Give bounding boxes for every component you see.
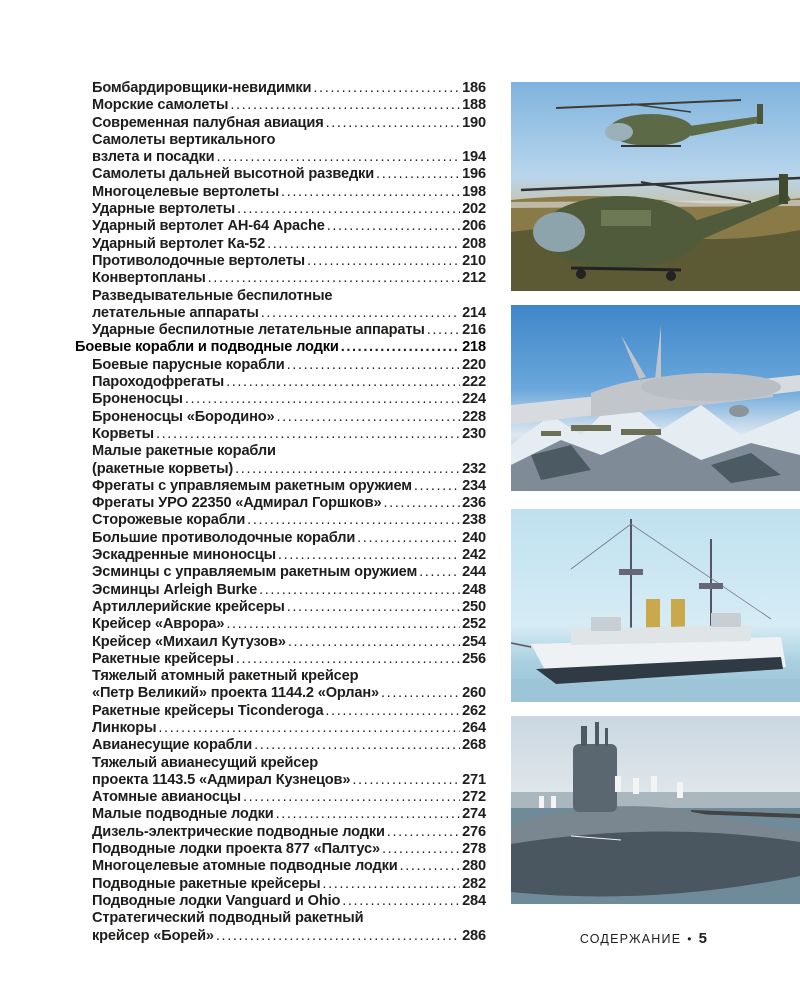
toc-entry xyxy=(75,322,486,339)
dot-leader xyxy=(276,806,461,823)
toc-entry-page: 250 xyxy=(462,598,486,615)
toc-entry-title: Морские самолеты xyxy=(92,97,229,114)
toc-entry-title: Броненосцы «Бородино» xyxy=(92,408,275,425)
toc-entry-page: 220 xyxy=(462,356,486,373)
dot-leader xyxy=(216,149,460,166)
toc-entry-page: 284 xyxy=(462,892,486,909)
toc-entry-title: Самолеты дальней высотной разведки xyxy=(92,166,375,183)
toc-entry-title: «Петр Великий» проекта 1144.2 «Орлан» xyxy=(92,685,380,702)
dot-leader xyxy=(226,616,460,633)
dot-leader xyxy=(278,547,460,564)
page-number: 5 xyxy=(698,930,707,947)
toc-entry xyxy=(75,80,486,97)
toc-entry-title: Ударные вертолеты xyxy=(92,201,236,218)
dot-leader xyxy=(381,685,460,702)
dot-leader xyxy=(226,374,460,391)
toc-entry-page: 240 xyxy=(462,529,486,546)
dot-leader xyxy=(261,305,460,322)
toc-entry xyxy=(75,910,486,927)
dot-leader xyxy=(342,893,460,910)
dot-leader xyxy=(243,789,460,806)
toc-entry-title: крейсер «Борей» xyxy=(92,927,214,944)
dot-leader xyxy=(325,703,460,720)
toc-entry xyxy=(75,132,486,149)
dot-leader xyxy=(322,876,460,893)
toc-entry xyxy=(75,876,486,893)
dot-leader xyxy=(376,166,460,183)
dot-leader xyxy=(281,184,460,201)
toc-entry xyxy=(75,530,486,547)
toc-entry-page: 186 xyxy=(462,80,486,96)
toc-entry xyxy=(75,928,486,945)
toc-entry xyxy=(75,599,486,616)
dot-leader xyxy=(400,858,461,875)
toc-entry xyxy=(75,668,486,685)
footer-section-label: СОДЕРЖАНИЕ xyxy=(579,931,682,946)
toc-entry-title: Линкоры xyxy=(92,719,157,736)
toc-entry xyxy=(75,893,486,910)
toc-entry-page: 278 xyxy=(462,841,486,858)
page-footer xyxy=(580,930,707,947)
toc-entry xyxy=(75,789,486,806)
toc-entry xyxy=(75,391,486,408)
dot-leader xyxy=(387,824,460,841)
toc-entry-title: Боевые корабли и подводные лодки xyxy=(75,339,339,356)
toc-entry xyxy=(75,616,486,633)
toc-entry-page: 274 xyxy=(462,806,486,823)
toc-entry xyxy=(75,184,486,201)
toc-entry xyxy=(75,564,486,581)
toc-entry xyxy=(75,737,486,754)
toc-entry-title: Многоцелевые вертолеты xyxy=(92,183,280,200)
toc-entry xyxy=(75,236,486,253)
toc-entry-page: 262 xyxy=(462,702,486,719)
toc-entry-title: Эсминцы с управляемым ракетным оружием xyxy=(92,564,418,581)
submarine-photo xyxy=(511,716,800,904)
toc-entry-title: взлета и посадки xyxy=(92,149,215,166)
toc-entry xyxy=(75,772,486,789)
toc-entry-page: 260 xyxy=(462,685,486,702)
dot-leader xyxy=(208,270,460,287)
toc-entry xyxy=(75,443,486,460)
toc-entry-title: Многоцелевые атомные подводные лодки xyxy=(92,858,398,875)
toc-entry-title: Ракетные крейсеры xyxy=(92,650,234,667)
toc-entry-page: 194 xyxy=(462,149,486,166)
toc-entry-title: Атомные авианосцы xyxy=(92,789,241,806)
toc-entry-title: Крейсер «Михаил Кутузов» xyxy=(92,633,286,650)
toc-entry xyxy=(75,357,486,374)
toc-entry-title: Фрегаты с управляемым ракетным оружием xyxy=(92,477,412,494)
toc-entry-title: Самолеты вертикального xyxy=(92,131,276,148)
toc-entry-title: Боевые парусные корабли xyxy=(92,356,285,373)
dot-leader xyxy=(236,651,460,668)
toc-entry-title: Конвертопланы xyxy=(92,270,206,287)
submarine-illustration xyxy=(511,716,800,904)
toc-entry xyxy=(75,806,486,823)
toc-entry xyxy=(75,858,486,875)
dot-leader xyxy=(276,409,460,426)
toc-entry xyxy=(75,288,486,305)
dot-leader xyxy=(419,564,460,581)
toc-entry xyxy=(75,149,486,166)
dot-leader xyxy=(414,478,460,495)
toc-entry-title: Броненосцы xyxy=(92,391,183,408)
toc-entry-page: 232 xyxy=(462,460,486,477)
toc-entry-title: Сторожевые корабли xyxy=(92,512,246,529)
toc-entry-title: Эскадренные миноносцы xyxy=(92,547,276,564)
toc-entry-title: Стратегический подводный ракетный xyxy=(92,910,364,927)
toc-entry-page: 254 xyxy=(462,633,486,650)
dot-leader xyxy=(326,115,461,132)
toc-entry-page: 190 xyxy=(462,114,486,131)
toc-entry-page: 282 xyxy=(462,875,486,892)
toc-entry-page: 238 xyxy=(462,512,486,529)
dot-leader xyxy=(313,80,460,97)
toc-entry-page: 256 xyxy=(462,650,486,667)
helicopters-photo xyxy=(511,82,800,291)
toc-entry-title: Разведывательные беспилотные xyxy=(92,287,333,304)
dot-leader xyxy=(185,391,460,408)
toc-entry xyxy=(75,374,486,391)
toc-entry-title: Малые ракетные корабли xyxy=(92,443,276,460)
toc-entry-page: 242 xyxy=(462,547,486,564)
toc-entry xyxy=(75,409,486,426)
toc-entry-page: 214 xyxy=(462,304,486,321)
toc-entry xyxy=(75,426,486,443)
dot-leader xyxy=(327,218,460,235)
toc-entry-title: Подводные лодки проекта 877 «Палтус» xyxy=(92,841,380,858)
toc-entry xyxy=(75,685,486,702)
toc-entry-page: 276 xyxy=(462,823,486,840)
toc-entry-title: Авианесущие корабли xyxy=(92,737,253,754)
battleship-illustration xyxy=(511,509,800,702)
dot-leader xyxy=(235,461,460,478)
toc-entry-page: 234 xyxy=(462,477,486,494)
toc-entry-page: 230 xyxy=(462,425,486,442)
toc-entry-title: Тяжелый атомный ракетный крейсер xyxy=(92,668,359,685)
drone-illustration xyxy=(511,305,800,491)
toc-entry-page: 208 xyxy=(462,235,486,252)
toc-entry-page: 196 xyxy=(462,166,486,183)
toc-entry xyxy=(75,115,486,132)
toc-entry-title: (ракетные корветы) xyxy=(92,460,234,477)
dot-leader xyxy=(216,928,460,945)
toc-entry xyxy=(75,547,486,564)
toc-entry xyxy=(75,97,486,114)
toc-entry-page: 202 xyxy=(462,201,486,218)
toc-entry xyxy=(75,755,486,772)
toc-entry xyxy=(75,218,486,235)
toc-entry-title: Подводные лодки Vanguard и Ohio xyxy=(92,892,341,909)
dot-leader xyxy=(254,737,460,754)
toc-entry-title: Противолодочные вертолеты xyxy=(92,252,305,269)
toc-entry-title: Ракетные крейсеры Ticonderoga xyxy=(92,702,324,719)
dot-leader xyxy=(307,253,460,270)
toc-entry-title: Тяжелый авианесущий крейсер xyxy=(92,754,318,771)
toc-entry-page: 252 xyxy=(462,616,486,633)
table-of-contents xyxy=(75,80,486,945)
toc-entry-title: Крейсер «Аврора» xyxy=(92,616,225,633)
toc-entry xyxy=(75,824,486,841)
toc-entry-page: 228 xyxy=(462,408,486,425)
toc-entry-title: Ударные беспилотные летательные аппараты xyxy=(92,322,425,339)
toc-entry-page: 222 xyxy=(462,374,486,391)
toc-entry xyxy=(75,495,486,512)
footer-bullet: • xyxy=(687,931,693,946)
toc-entry-title: Артиллерийские крейсеры xyxy=(92,598,285,615)
drone-photo xyxy=(511,305,800,491)
toc-entry-title: Фрегаты УРО 22350 «Адмирал Горшков» xyxy=(92,495,382,512)
toc-entry-title: Большие противолодочные корабли xyxy=(92,529,356,546)
dot-leader xyxy=(230,97,460,114)
dot-leader xyxy=(341,339,460,356)
toc-entry-title: проекта 1143.5 «Адмирал Кузнецов» xyxy=(92,771,351,788)
dot-leader xyxy=(158,720,460,737)
toc-entry xyxy=(75,461,486,478)
toc-entry xyxy=(75,634,486,651)
dot-leader xyxy=(288,634,460,651)
toc-entry-title: Подводные ракетные крейсеры xyxy=(92,875,321,892)
toc-entry xyxy=(75,270,486,287)
dot-leader xyxy=(247,512,460,529)
toc-entry xyxy=(75,478,486,495)
toc-entry xyxy=(75,512,486,529)
toc-entry-page: 268 xyxy=(462,737,486,754)
toc-entry-page: 286 xyxy=(462,927,486,944)
toc-entry-title: Дизель-электрические подводные лодки xyxy=(92,823,385,840)
dot-leader xyxy=(287,599,460,616)
dot-leader xyxy=(156,426,460,443)
dot-leader xyxy=(352,772,460,789)
dot-leader xyxy=(357,530,460,547)
dot-leader xyxy=(383,495,460,512)
toc-entry-page: 212 xyxy=(462,270,486,287)
toc-entry-title: Малые подводные лодки xyxy=(92,806,274,823)
toc-entry-page: 198 xyxy=(462,183,486,200)
toc-section-heading xyxy=(75,339,486,356)
dot-leader xyxy=(259,582,460,599)
toc-entry-title: Ударный вертолет АН-64 Apache xyxy=(92,218,325,235)
toc-entry-page: 248 xyxy=(462,581,486,598)
dot-leader xyxy=(237,201,460,218)
toc-entry xyxy=(75,201,486,218)
toc-entry-page: 218 xyxy=(462,339,486,356)
toc-entry-page: 236 xyxy=(462,495,486,512)
toc-entry-page: 216 xyxy=(462,322,486,339)
toc-entry-page: 280 xyxy=(462,858,486,875)
toc-entry-title: летательные аппараты xyxy=(92,304,259,321)
toc-entry xyxy=(75,253,486,270)
toc-entry-page: 271 xyxy=(462,771,486,788)
toc-entry-page: 264 xyxy=(462,719,486,736)
toc-entry xyxy=(75,720,486,737)
battleship-photo xyxy=(511,509,800,702)
toc-entry-page: 272 xyxy=(462,789,486,806)
toc-entry xyxy=(75,651,486,668)
dot-leader xyxy=(267,236,460,253)
toc-entry-page: 224 xyxy=(462,391,486,408)
toc-entry-title: Ударный вертолет Ка-52 xyxy=(92,235,266,252)
toc-entry-title: Пароходофрегаты xyxy=(92,374,225,391)
toc-entry xyxy=(75,582,486,599)
dot-leader xyxy=(382,841,460,858)
dot-leader xyxy=(287,357,460,374)
toc-entry xyxy=(75,305,486,322)
toc-entry-title: Эсминцы Arleigh Burke xyxy=(92,581,258,598)
toc-entry xyxy=(75,166,486,183)
toc-entry-title: Современная палубная авиация xyxy=(92,114,324,131)
toc-entry-page: 188 xyxy=(462,97,486,114)
toc-entry xyxy=(75,703,486,720)
toc-entry-page: 244 xyxy=(462,564,486,581)
toc-entry-page: 210 xyxy=(462,252,486,269)
toc-entry xyxy=(75,841,486,858)
dot-leader xyxy=(427,322,460,339)
toc-entry-page: 206 xyxy=(462,218,486,235)
toc-entry-title: Корветы xyxy=(92,425,154,442)
helicopters-illustration xyxy=(511,82,800,291)
toc-entry-title: Бомбардировщики-невидимки xyxy=(92,80,312,96)
